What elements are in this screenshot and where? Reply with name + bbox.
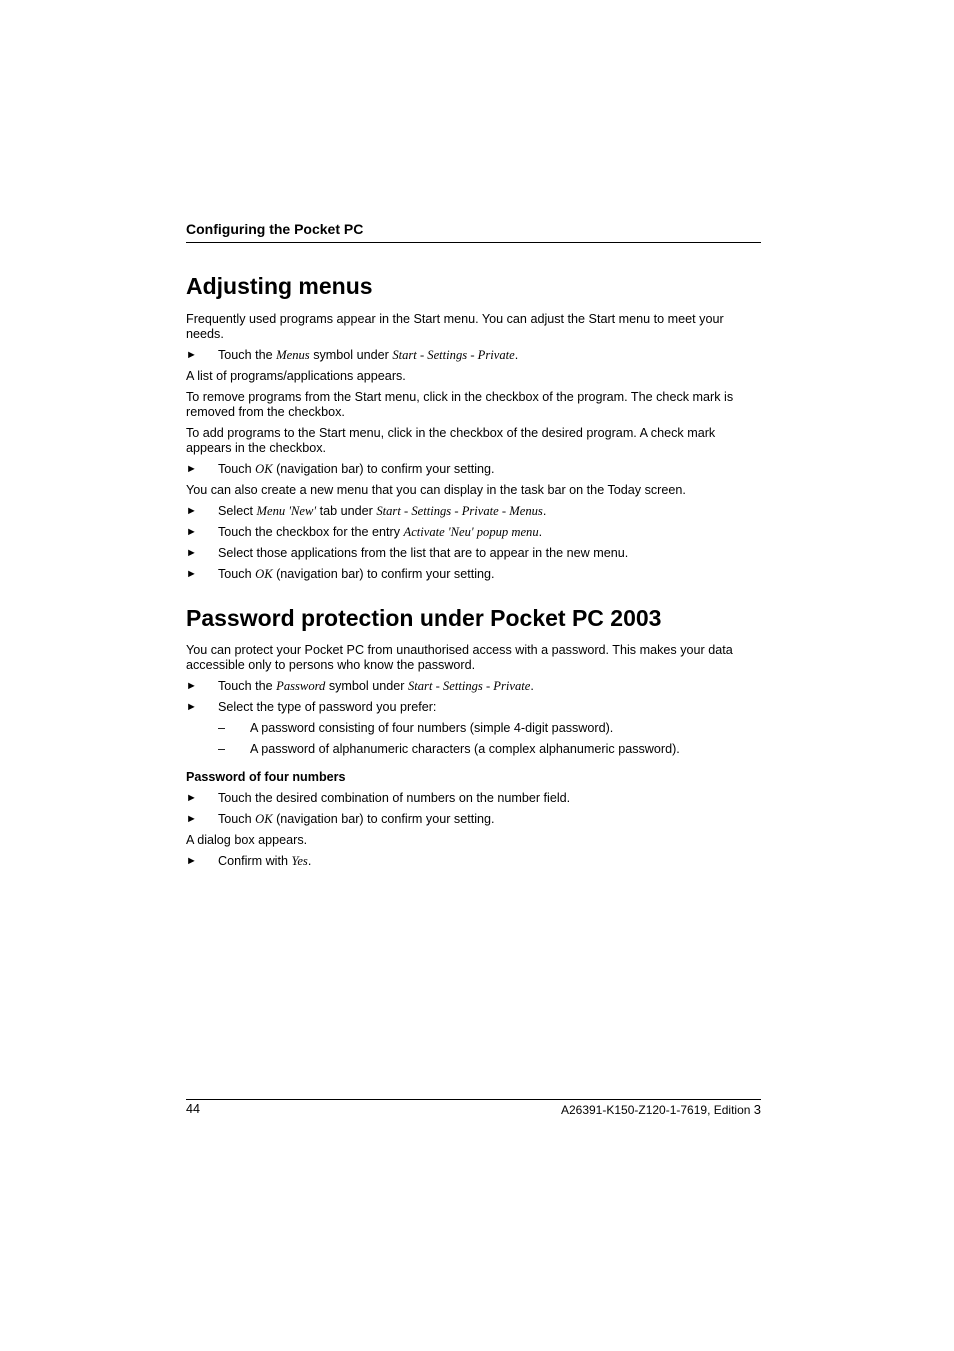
paragraph: To add programs to the Start menu, click in the checkbox of the desired program. A check mark appears in the checkbox. — [186, 426, 716, 455]
step-item — [186, 462, 761, 477]
step-marker-icon: ► — [186, 568, 197, 580]
paragraph: Frequently used programs appear in the Start menu. You can adjust the Start menu to meet your needs. — [186, 312, 724, 341]
step-text: Touch OK (navigation bar) to confirm your setting. — [218, 462, 495, 476]
step-marker-icon: ► — [186, 680, 197, 692]
step-marker-icon: ► — [186, 505, 197, 517]
step-text: Touch OK (navigation bar) to confirm your setting. — [218, 812, 495, 826]
step-text: Touch the checkbox for the entry Activate 'Neu' popup menu. — [218, 525, 543, 539]
header-divider — [186, 242, 761, 243]
step-marker-icon: ► — [186, 701, 197, 713]
paragraph: To remove programs from the Start menu, click in the checkbox of the program. The check mark is removed from the checkbox. — [186, 390, 734, 419]
step-marker-icon: ► — [186, 547, 197, 559]
step-item — [186, 546, 761, 561]
step-item — [186, 525, 761, 540]
step-marker-icon: ► — [186, 855, 197, 867]
sub-list-item — [218, 742, 761, 757]
step-text: Touch the desired combination of numbers on the number field. — [218, 791, 571, 805]
step-marker-icon: ► — [186, 463, 197, 475]
running-header: Configuring the Pocket PC — [186, 221, 364, 237]
edition-number: 3 — [753, 1102, 761, 1117]
step-item — [186, 567, 761, 582]
step-item — [186, 504, 761, 519]
step-text: Select those applications from the list that are to appear in the new menu. — [218, 546, 629, 560]
paragraph: A dialog box appears. — [186, 833, 308, 847]
sub-list-text: A password consisting of four numbers (simple 4-digit password). — [250, 721, 614, 735]
dash-marker: – — [218, 742, 226, 756]
page-content — [186, 272, 761, 875]
subheading-password-four-numbers: Password of four numbers — [186, 770, 346, 784]
step-marker-icon: ► — [186, 813, 197, 825]
step-text: Touch OK (navigation bar) to confirm your setting. — [218, 567, 495, 581]
footer-divider — [186, 1099, 761, 1100]
section-heading-password-protection: Password protection under Pocket PC 2003 — [186, 605, 662, 631]
step-marker-icon: ► — [186, 349, 197, 361]
step-text: Touch the Menus symbol under Start - Settings - Private. — [218, 348, 519, 362]
paragraph: A list of programs/applications appears. — [186, 369, 406, 383]
step-item — [186, 700, 761, 715]
sub-list-item — [218, 721, 761, 736]
step-item — [186, 679, 761, 694]
step-text: Touch the Password symbol under Start - Settings - Private. — [218, 679, 534, 693]
step-text: Select Menu 'New' tab under Start - Settings - Private - Menus. — [218, 504, 547, 518]
dash-marker: – — [218, 721, 226, 735]
step-marker-icon: ► — [186, 792, 197, 804]
step-item — [186, 812, 761, 827]
step-text: Confirm with Yes. — [218, 854, 312, 868]
document-id: A26391-K150-Z120-1-7619, Edition 3 — [560, 1102, 761, 1117]
page-number: 44 — [186, 1102, 201, 1116]
step-item — [186, 854, 761, 869]
paragraph: You can also create a new menu that you can display in the task bar on the Today screen. — [186, 483, 686, 497]
sub-list-text: A password of alphanumeric characters (a complex alphanumeric password). — [250, 742, 680, 756]
step-text: Select the type of password you prefer: — [218, 700, 437, 714]
paragraph: You can protect your Pocket PC from unauthorised access with a password. This makes your data accessible only to persons who know the password. — [186, 643, 733, 672]
section-heading-adjusting-menus: Adjusting menus — [186, 273, 373, 299]
step-marker-icon: ► — [186, 526, 197, 538]
step-item — [186, 791, 761, 806]
step-item — [186, 348, 761, 363]
